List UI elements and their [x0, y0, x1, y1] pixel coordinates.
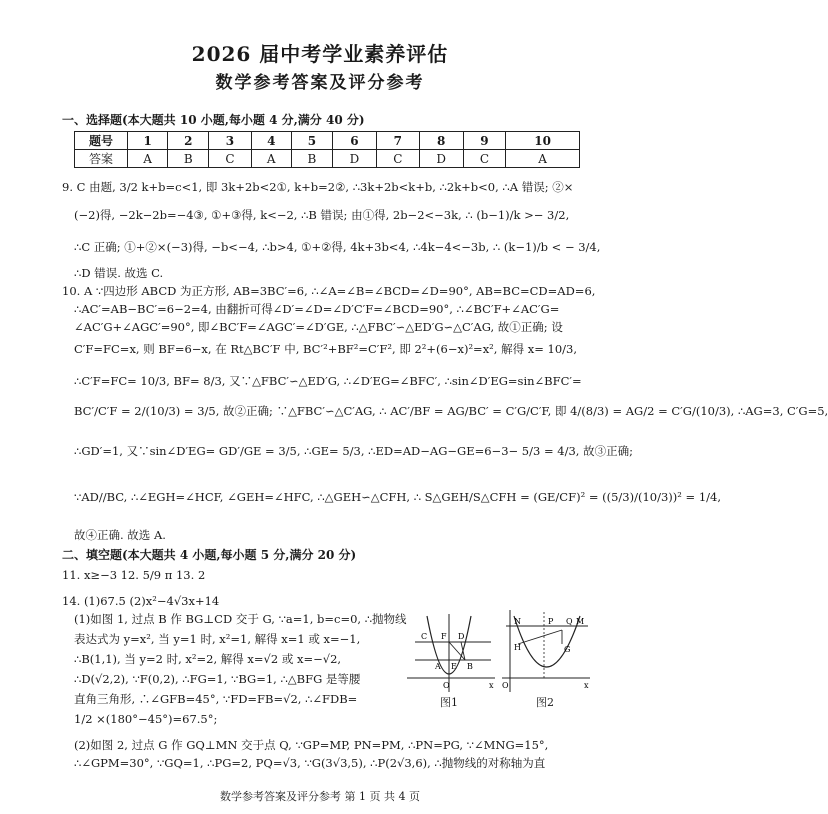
q10-line: C′F=FC=x, 则 BF=6−x, 在 Rt△BC′F 中, BC′²+BF²=C′F², 即 2²+(6−x)²=x², 解得 x= 10/3,	[74, 342, 578, 356]
svg-text:N: N	[514, 617, 521, 626]
svg-text:G: G	[564, 645, 571, 654]
q10-line: 10. A ∵四边形 ABCD 为正方形, AB=3BC′=6, ∴∠A=∠B=∠BCD=∠D=90°, AB=BC=CD=AD=6,	[62, 284, 596, 298]
answer-cell: C	[463, 150, 505, 168]
svg-text:H: H	[514, 643, 521, 652]
answer-cell: B	[291, 150, 332, 168]
q10-line: ∠AC′G+∠AGC′=90°, 即∠BC′F=∠AGC′=∠D′GE, ∴△FBC′∽△ED′G∽△C′AG, 故①正确; 设	[74, 320, 563, 334]
answer-cell: D	[419, 150, 463, 168]
svg-text:O: O	[502, 681, 509, 690]
q10-line: ∵AD//BC, ∴∠EGH=∠HCF, ∠GEH=∠HFC, ∴△GEH∽△CFH, ∴ S△GEH/S△CFH = (GE/CF)² = ((5/3)/(10/3))² = 1/4,	[74, 490, 721, 504]
q14-line: 14. (1)67.5 (2)x²−4√3x+14	[62, 594, 220, 608]
answer-cell: A	[251, 150, 291, 168]
svg-text:P: P	[548, 617, 554, 626]
q14-line: (2)如图 2, 过点 G 作 GQ⊥MN 交于点 Q, ∵GP=MP, PN=PM, ∴PN=PG, ∵∠MNG=15°,	[74, 738, 549, 752]
svg-text:x: x	[584, 681, 589, 690]
figure-2-parabola	[500, 608, 592, 694]
svg-text:A: A	[435, 662, 441, 671]
q14-line: 直角三角形, ∴∠GFB=45°, ∵FD=FB=√2, ∴∠FDB=	[74, 692, 358, 706]
question-number: 7	[377, 132, 419, 150]
question-number: 3	[209, 132, 251, 150]
svg-text:Q: Q	[566, 617, 573, 626]
page-footer: 数学参考答案及评分参考 第 1 页 共 4 页	[220, 790, 420, 803]
page-subtitle: 数学参考答案及评分参考	[215, 73, 425, 93]
q10-line: ∴GD′=1, 又∵sin∠D′EG= GD′/GE = 3/5, ∴GE= 5/3, ∴ED=AD−AG−GE=6−3− 5/3 = 4/3, 故③正确;	[74, 444, 633, 458]
answer-cell: D	[332, 150, 376, 168]
figure-1-parabola	[405, 612, 497, 694]
svg-text:E: E	[451, 662, 457, 671]
q14-line: ∴∠GPM=30°, ∵GQ=1, ∴PG=2, PQ=√3, ∵G(3√3,5), ∴P(2√3,6), ∴抛物线的对称轴为直	[74, 756, 546, 770]
answer-table-number-row	[75, 132, 580, 150]
q9-line: ∴D 错误. 故选 C.	[74, 266, 164, 280]
question-number: 5	[291, 132, 332, 150]
q10-line: 故④正确. 故选 A.	[74, 528, 166, 542]
answer-cell: C	[377, 150, 419, 168]
question-number: 2	[168, 132, 209, 150]
row-label-answer: 答案	[75, 150, 128, 168]
svg-text:B: B	[467, 662, 473, 671]
answer-table-answer-row	[75, 150, 580, 168]
question-number: 6	[332, 132, 376, 150]
section-2-heading: 二、填空题(本大题共 4 小题,每小题 5 分,满分 20 分)	[62, 548, 357, 562]
q10-line: ∴C′F=FC= 10/3, BF= 8/3, 又∵△FBC′∽△ED′G, ∴∠D′EG=∠BFC′, ∴sin∠D′EG=sin∠BFC′=	[74, 374, 582, 388]
figure-1-caption: 图1	[440, 696, 458, 709]
figure-2-caption: 图2	[536, 696, 554, 709]
q10-line: BC′/C′F = 2/(10/3) = 3/5, 故②正确; ∵△FBC′∽△C′AG, ∴ AC′/BF = AG/BC′ = C′G/C′F, 即 4/(8/3) = AG/2 = C′G/(10/3), ∴AG=3, C′G=5,	[74, 404, 828, 418]
row-label-number: 题号	[75, 132, 128, 150]
svg-text:D: D	[458, 632, 465, 641]
answer-cell: A	[128, 150, 168, 168]
svg-text:M: M	[576, 617, 585, 626]
svg-text:C: C	[421, 632, 428, 641]
question-number: 1	[128, 132, 168, 150]
question-number: 9	[463, 132, 505, 150]
answer-cell: A	[506, 150, 580, 168]
q14-line: ∴B(1,1), 当 y=2 时, x²=2, 解得 x=√2 或 x=−√2,	[74, 652, 342, 666]
q14-line: ∴D(√2,2), ∵F(0,2), ∴FG=1, ∵BG=1, ∴△BFG 是等腰	[74, 672, 361, 686]
q11-13-answers: 11. x≥−3 12. 5/9 π 13. 2	[62, 568, 206, 582]
question-number: 8	[419, 132, 463, 150]
section-1-heading: 一、选择题(本大题共 10 小题,每小题 4 分,满分 40 分)	[62, 113, 365, 127]
q9-line: (−2)得, −2k−2b=−4③, ①+③得, k<−2, ∴B 错误; 由①得, 2b−2<−3k, ∴ (b−1)/k >− 3/2,	[74, 208, 570, 222]
svg-text:F: F	[441, 632, 447, 641]
answer-cell: B	[168, 150, 209, 168]
question-number: 4	[251, 132, 291, 150]
q14-line: 表达式为 y=x², 当 y=1 时, x²=1, 解得 x=1 或 x=−1,	[74, 632, 361, 646]
page-title: 2026 届中考学业素养评估	[191, 42, 449, 66]
q9-line: 9. C 由题, 3/2 k+b=c<1, 即 3k+2b<2①, k+b=2②, ∴3k+2b<k+b, ∴2k+b<0, ∴A 错误; ②×	[62, 180, 574, 194]
answer-table	[74, 131, 580, 168]
q14-line: 1/2 ×(180°−45°)=67.5°;	[74, 712, 218, 726]
q14-line: (1)如图 1, 过点 B 作 BG⊥CD 交于 G, ∵a=1, b=c=0, ∴抛物线	[74, 612, 407, 626]
q10-line: ∴AC′=AB−BC′=6−2=4, 由翻折可得∠D′=∠D=∠D′C′F=∠BCD=90°, ∴∠BC′F+∠AC′G=	[74, 302, 560, 316]
answer-cell: C	[209, 150, 251, 168]
svg-text:x: x	[489, 681, 494, 690]
svg-text:O: O	[443, 681, 450, 690]
q9-line: ∴C 正确; ①+②×(−3)得, −b<−4, ∴b>4, ①+②得, 4k+3b<4, ∴4k−4<−3b, ∴ (k−1)/b < − 3/4,	[74, 240, 601, 254]
question-number: 10	[506, 132, 580, 150]
